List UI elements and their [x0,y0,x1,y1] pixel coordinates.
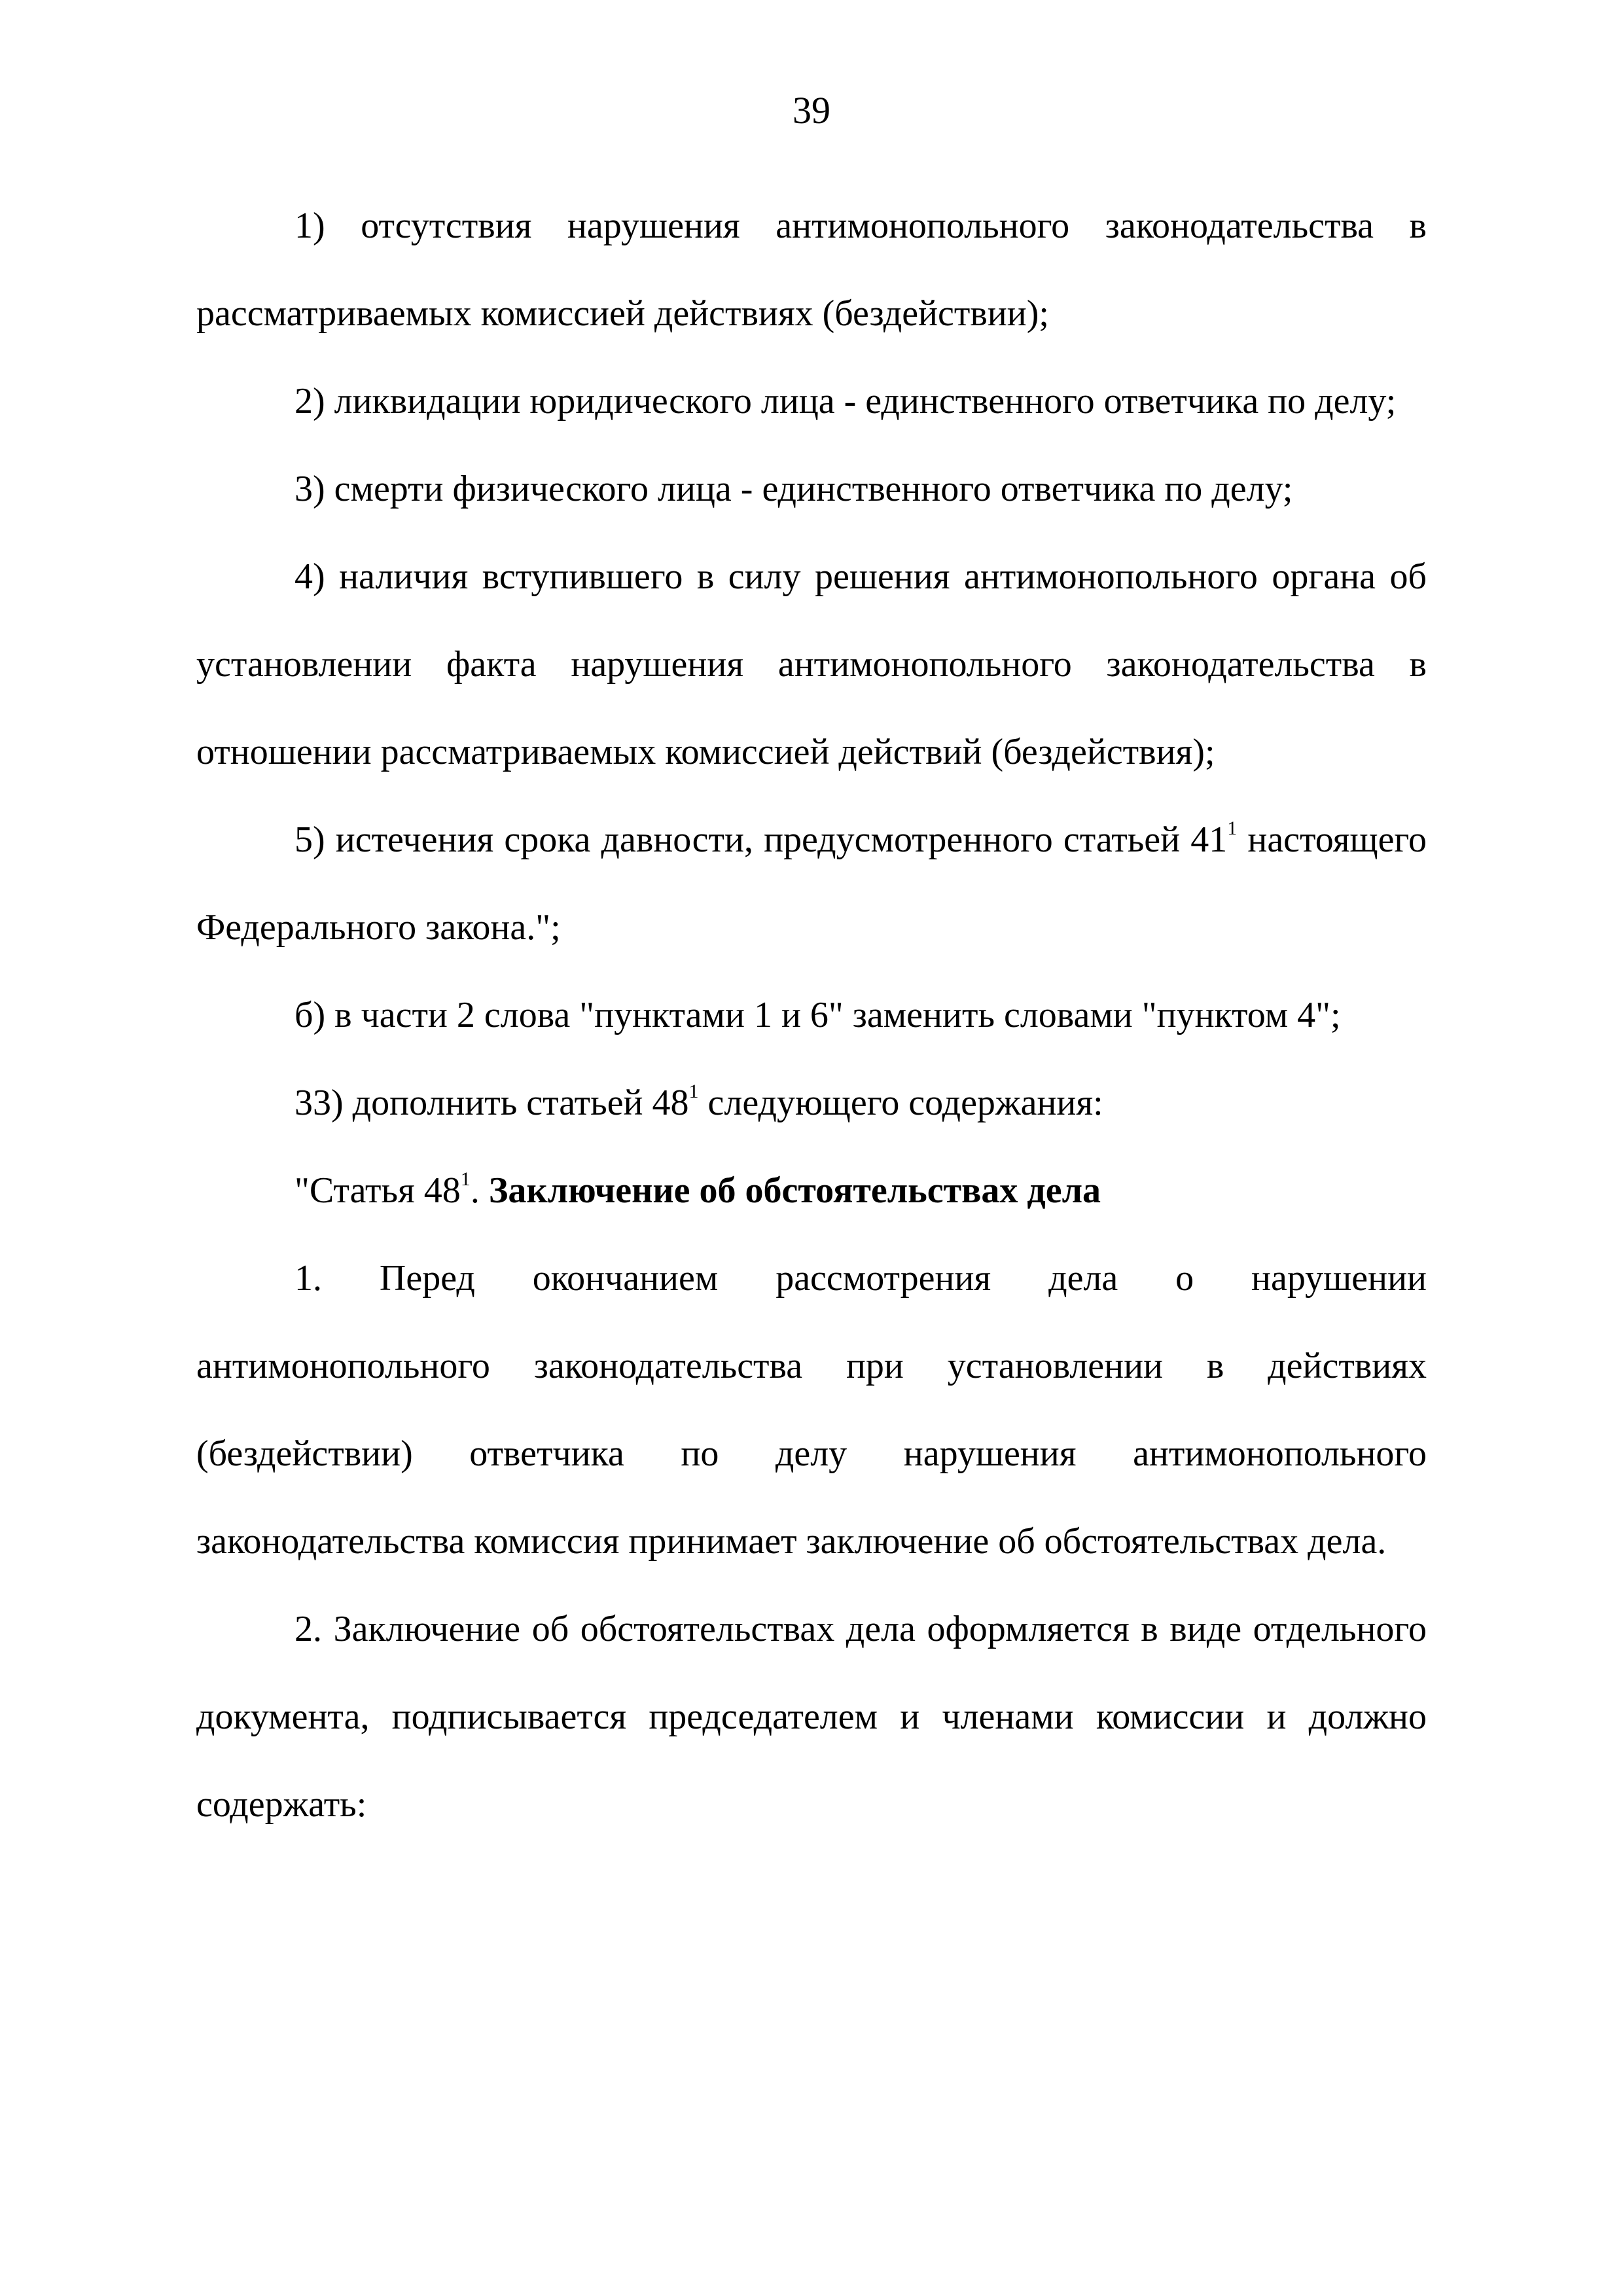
article-heading [196,1147,1427,1234]
page-number: 39 [793,89,830,132]
superscript-index: 1 [1227,817,1238,840]
article-part-1: 1. Перед окончанием рассмотрения дела о нарушении антимонопольного законодательства при установлении в действиях (бездействии) ответчика по делу нарушения антимонопольного законодательства комиссия принимает заключение об обстоятельствах дела. [196,1258,1427,1562]
paragraph-amendment-33 [196,1059,1427,1147]
article-number: "Статья 48 [294,1170,461,1211]
paragraph-amendment-33-text: 33) дополнить статьей 48 [294,1083,689,1123]
paragraph-amendment-b: б) в части 2 слова "пунктами 1 и 6" заменить словами "пунктом 4"; [294,995,1341,1035]
document-body [196,182,1427,1848]
paragraph-item-4: 4) наличия вступившего в силу решения антимонопольного органа об установлении факта нарушения антимонопольного законодательства в отношении рассматриваемых комиссией действий (бездействия); [196,556,1427,772]
paragraph-item-5-tail: настоящего Федерального закона."; [196,819,1427,948]
article-part-2: 2. Заключение об обстоятельствах дела оформляется в виде отдельного документа, подписывается председателем и членами комиссии и должно содержать: [196,1609,1427,1825]
paragraph-item-3: 3) смерти физического лица - единственного ответчика по делу; [294,469,1293,509]
paragraph-item-2: 2) ликвидации юридического лица - единственного ответчика по делу; [294,381,1397,422]
paragraph-item-5 [196,796,1427,971]
article-title: Заключение об обстоятельствах дела [488,1170,1101,1211]
superscript-index: 1 [688,1081,699,1103]
article-separator: . [470,1170,489,1211]
paragraph-item-5-text: 5) истечения срока давности, предусмотренного статьей 41 [294,819,1228,860]
superscript-index: 1 [460,1168,471,1191]
paragraph-item-1: 1) отсутствия нарушения антимонопольного законодательства в рассматриваемых комиссией действиях (бездействии); [196,206,1427,334]
paragraph-amendment-33-tail: следующего содержания: [698,1083,1103,1123]
